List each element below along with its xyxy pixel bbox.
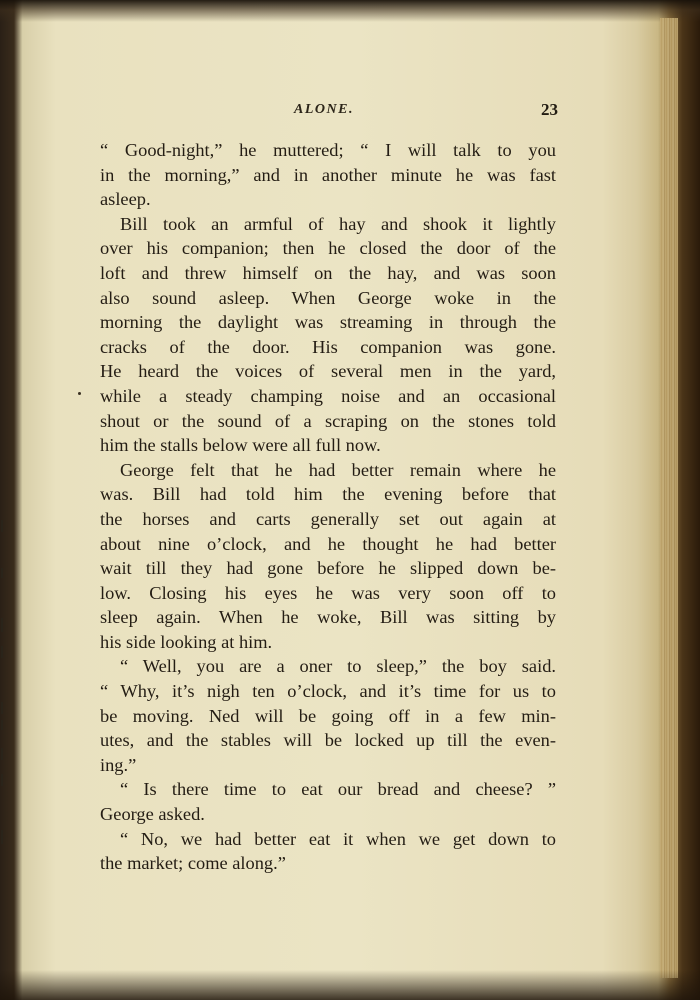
text-line: also sound asleep. When George woke in the <box>100 287 556 308</box>
text-line: sleep again. When he woke, Bill was sitting by <box>100 607 556 628</box>
text-line: loft and threw himself on the hay, and was soon <box>100 262 556 283</box>
text-line: “ No, we had better eat it when we get down to <box>120 828 556 849</box>
text-line: “ Is there time to eat our bread and cheese? ” <box>120 779 556 800</box>
text-line: “ Why, it’s nigh ten o’clock, and it’s time for us to <box>100 681 556 702</box>
body-text <box>100 138 556 876</box>
text-line: asleep. <box>100 189 151 210</box>
text-line: wait till they had gone before he slipped down be- <box>100 558 556 579</box>
text-line: low. Closing his eyes he was very soon off to <box>100 582 556 603</box>
text-line: be moving. Ned will be going off in a few min- <box>100 705 556 726</box>
text-line: He heard the voices of several men in the yard, <box>100 361 556 382</box>
text-line: shout or the sound of a scraping on the stones told <box>100 410 556 431</box>
text-line: “ Well, you are a oner to sleep,” the boy said. <box>120 656 556 677</box>
text-line: George asked. <box>100 804 205 825</box>
text-line: was. Bill had told him the evening before that <box>100 484 556 505</box>
text-line: about nine o’clock, and he thought he had better <box>100 533 556 554</box>
text-line: Bill took an armful of hay and shook it lightly <box>120 213 556 234</box>
running-head <box>100 102 560 126</box>
page-edge-texture <box>660 18 678 978</box>
left-margin-bleed-marks <box>0 520 8 860</box>
text-line: George felt that he had better remain where he <box>120 459 556 480</box>
text-line: over his companion; then he closed the door of the <box>100 238 556 259</box>
text-line: cracks of the door. His companion was gone. <box>100 336 556 357</box>
text-line: while a steady champing noise and an occasional <box>100 385 556 406</box>
text-line: in the morning,” and in another minute he was fast <box>100 164 556 185</box>
text-line: morning the daylight was streaming in through the <box>100 312 556 333</box>
chapter-running-title: ALONE. <box>294 102 354 117</box>
text-line: utes, and the stables will be locked up till the even- <box>100 730 556 751</box>
text-line: ing.” <box>100 754 137 775</box>
text-line: “ Good-night,” he muttered; “ I will talk to you <box>100 140 556 160</box>
text-line: him the stalls below were all full now. <box>100 435 381 456</box>
stray-ink-dot <box>78 392 81 395</box>
text-line: the horses and carts generally set out again at <box>100 508 556 529</box>
text-line: his side looking at him. <box>100 631 273 652</box>
text-line: the market; come along.” <box>100 853 286 874</box>
page-number: 23 <box>541 100 558 119</box>
